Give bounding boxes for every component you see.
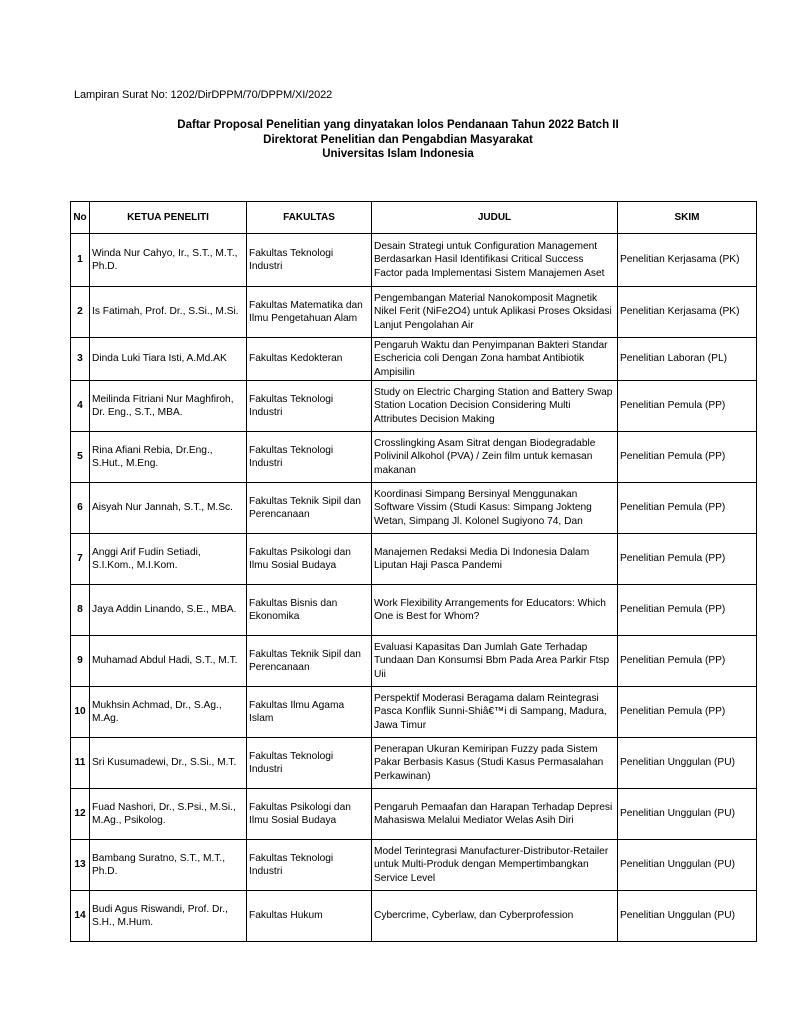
cell-judul: Koordinasi Simpang Bersinyal Menggunakan Software Vissim (Studi Kasus: Simpang Jokteng Wetan, Simpang Jl. Kolonel Sugiyono 74, Dan (372, 483, 618, 534)
cell-fakultas: Fakultas Teknik Sipil dan Perencanaan (247, 483, 372, 534)
cell-no: 10 (71, 687, 90, 738)
cell-fakultas: Fakultas Teknologi Industri (247, 432, 372, 483)
document-title-block (0, 118, 796, 162)
cell-fakultas: Fakultas Psikologi dan Ilmu Sosial Budaya (247, 534, 372, 585)
cell-no: 7 (71, 534, 90, 585)
table-row (71, 287, 757, 338)
cell-skim: Penelitian Pemula (PP) (618, 432, 757, 483)
cell-no: 1 (71, 234, 90, 287)
cell-ketua: Winda Nur Cahyo, Ir., S.T., M.T., Ph.D. (90, 234, 247, 287)
cell-skim: Penelitian Kerjasama (PK) (618, 287, 757, 338)
cell-ketua: Meilinda Fitriani Nur Maghfiroh, Dr. Eng., S.T., MBA. (90, 381, 247, 432)
table-row (71, 585, 757, 636)
cell-skim: Penelitian Unggulan (PU) (618, 789, 757, 840)
cell-fakultas: Fakultas Matematika dan Ilmu Pengetahuan Alam (247, 287, 372, 338)
cell-judul: Model Terintegrasi Manufacturer-Distributor-Retailer untuk Multi-Produk dengan Mempertimbangkan Service Level (372, 840, 618, 891)
cell-skim: Penelitian Pemula (PP) (618, 483, 757, 534)
cell-ketua: Is Fatimah, Prof. Dr., S.Si., M.Si. (90, 287, 247, 338)
cell-skim: Penelitian Pemula (PP) (618, 585, 757, 636)
cell-no: 13 (71, 840, 90, 891)
table-row (71, 687, 757, 738)
document-subtitle-university: Universitas Islam Indonesia (322, 148, 474, 160)
table-row (71, 483, 757, 534)
cell-no: 5 (71, 432, 90, 483)
cell-judul: Evaluasi Kapasitas Dan Jumlah Gate Terhadap Tundaan Dan Konsumsi Bbm Pada Area Parkir Ftsp Uii (372, 636, 618, 687)
cell-judul: Crosslingking Asam Sitrat dengan Biodegradable Polivinil Alkohol (PVA) / Zein film untuk kemasan makanan (372, 432, 618, 483)
header-fakultas: FAKULTAS (247, 202, 372, 234)
header-judul: JUDUL (372, 202, 618, 234)
table-row (71, 381, 757, 432)
cell-skim: Penelitian Pemula (PP) (618, 534, 757, 585)
cell-judul: Penerapan Ukuran Kemiripan Fuzzy pada Sistem Pakar Berbasis Kasus (Studi Kasus Permasalahan Perkawinan) (372, 738, 618, 789)
cell-skim: Penelitian Unggulan (PU) (618, 840, 757, 891)
table-row (71, 234, 757, 287)
cell-judul: Manajemen Redaksi Media Di Indonesia Dalam Liputan Haji Pasca Pandemi (372, 534, 618, 585)
table-row (71, 738, 757, 789)
cell-ketua: Budi Agus Riswandi, Prof. Dr., S.H., M.Hum. (90, 891, 247, 942)
table-row (71, 432, 757, 483)
cell-no: 3 (71, 338, 90, 381)
cell-judul: Pengembangan Material Nanokomposit Magnetik Nikel Ferit (NiFe2O4) untuk Aplikasi Proses Oksidasi Lanjut Pengolahan Air (372, 287, 618, 338)
cell-ketua: Sri Kusumadewi, Dr., S.Si., M.T. (90, 738, 247, 789)
document-title: Daftar Proposal Penelitian yang dinyatakan lolos Pendanaan Tahun 2022 Batch II (177, 119, 619, 131)
cell-no: 14 (71, 891, 90, 942)
cell-skim: Penelitian Laboran (PL) (618, 338, 757, 381)
cell-judul: Work Flexibility Arrangements for Educators: Which One is Best for Whom? (372, 585, 618, 636)
header-skim: SKIM (618, 202, 757, 234)
cell-skim: Penelitian Unggulan (PU) (618, 738, 757, 789)
cell-fakultas: Fakultas Ilmu Agama Islam (247, 687, 372, 738)
cell-ketua: Aisyah Nur Jannah, S.T., M.Sc. (90, 483, 247, 534)
cell-fakultas: Fakultas Teknologi Industri (247, 840, 372, 891)
table-row (71, 338, 757, 381)
cell-ketua: Dinda Luki Tiara Isti, A.Md.AK (90, 338, 247, 381)
table-header-row (71, 202, 757, 234)
cell-no: 11 (71, 738, 90, 789)
table-row (71, 636, 757, 687)
header-no: No (71, 202, 90, 234)
cell-judul: Pengaruh Pemaafan dan Harapan Terhadap Depresi Mahasiswa Melalui Mediator Welas Asih Diri (372, 789, 618, 840)
cell-ketua: Fuad Nashori, Dr., S.Psi., M.Si., M.Ag., Psikolog. (90, 789, 247, 840)
proposal-table (70, 201, 757, 942)
document-subtitle-directorate: Direktorat Penelitian dan Pengabdian Masyarakat (263, 133, 533, 146)
cell-ketua: Jaya Addin Linando, S.E., MBA. (90, 585, 247, 636)
cell-skim: Penelitian Pemula (PP) (618, 687, 757, 738)
cell-no: 2 (71, 287, 90, 338)
cell-fakultas: Fakultas Teknologi Industri (247, 381, 372, 432)
cell-ketua: Muhamad Abdul Hadi, S.T., M.T. (90, 636, 247, 687)
cell-ketua: Rina Afiani Rebia, Dr.Eng., S.Hut., M.Eng. (90, 432, 247, 483)
cell-judul: Perspektif Moderasi Beragama dalam Reintegrasi Pasca Konflik Sunni-Shiâ€™i di Sampang, Madura, Jawa Timur (372, 687, 618, 738)
cell-no: 4 (71, 381, 90, 432)
cell-fakultas: Fakultas Bisnis dan Ekonomika (247, 585, 372, 636)
table-row (71, 891, 757, 942)
cell-fakultas: Fakultas Kedokteran (247, 338, 372, 381)
table-row (71, 534, 757, 585)
cell-judul: Study on Electric Charging Station and Battery Swap Station Location Decision Considering Multi Attributes Decision Making (372, 381, 618, 432)
cell-fakultas: Fakultas Psikologi dan Ilmu Sosial Budaya (247, 789, 372, 840)
cell-no: 8 (71, 585, 90, 636)
cell-skim: Penelitian Pemula (PP) (618, 381, 757, 432)
cell-skim: Penelitian Kerjasama (PK) (618, 234, 757, 287)
cell-judul: Pengaruh Waktu dan Penyimpanan Bakteri Standar Eschericia coli Dengan Zona hambat Antibiotik Ampisilin (372, 338, 618, 381)
cell-ketua: Mukhsin Achmad, Dr., S.Ag., M.Ag. (90, 687, 247, 738)
cell-no: 6 (71, 483, 90, 534)
cell-fakultas: Fakultas Teknologi Industri (247, 234, 372, 287)
cell-fakultas: Fakultas Teknologi Industri (247, 738, 372, 789)
letter-reference: Lampiran Surat No: 1202/DirDPPM/70/DPPM/XI/2022 (74, 89, 333, 101)
cell-ketua: Anggi Arif Fudin Setiadi, S.I.Kom., M.I.Kom. (90, 534, 247, 585)
header-ketua-peneliti: KETUA PENELITI (90, 202, 247, 234)
cell-fakultas: Fakultas Hukum (247, 891, 372, 942)
cell-skim: Penelitian Unggulan (PU) (618, 891, 757, 942)
cell-fakultas: Fakultas Teknik Sipil dan Perencanaan (247, 636, 372, 687)
cell-no: 9 (71, 636, 90, 687)
cell-skim: Penelitian Pemula (PP) (618, 636, 757, 687)
cell-ketua: Bambang Suratno, S.T., M.T., Ph.D. (90, 840, 247, 891)
table-row (71, 789, 757, 840)
table-row (71, 840, 757, 891)
cell-judul: Desain Strategi untuk Configuration Management Berdasarkan Hasil Identifikasi Critical Success Factor pada Implementasi Sistem Manajemen Aset (372, 234, 618, 287)
cell-no: 12 (71, 789, 90, 840)
cell-judul: Cybercrime, Cyberlaw, dan Cyberprofession (372, 891, 618, 942)
